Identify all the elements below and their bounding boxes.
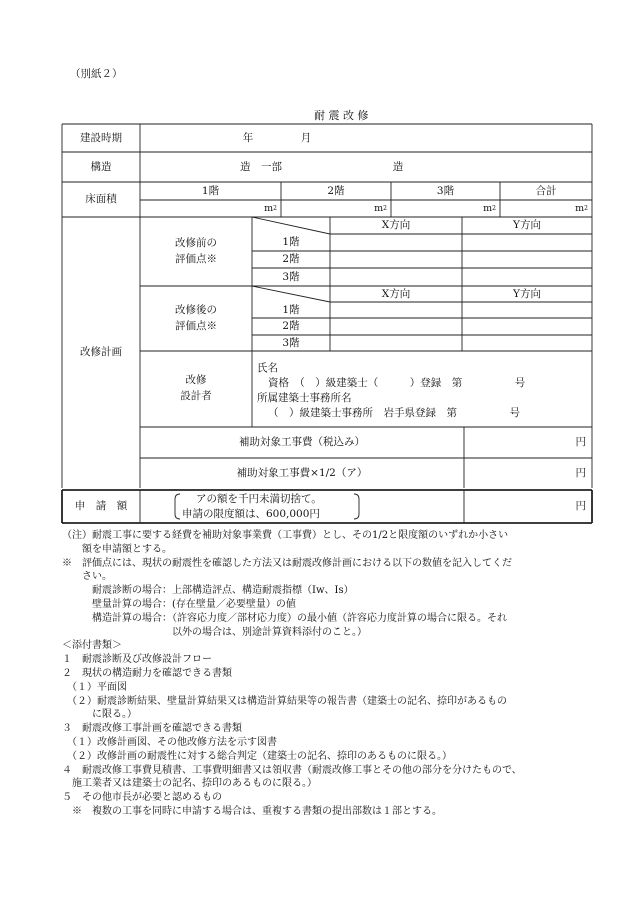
attachment-item: ４ 耐震改修工事費見積書、工事費明細書又は領収書（耐震改修工事とその他の部分を分けたもので、 — [62, 764, 522, 776]
after-eval-label — [140, 286, 252, 351]
floor-area-unit-1: m 2 — [264, 202, 277, 214]
note-line: 額を申請額とする。 — [62, 543, 172, 555]
attachment-item: １ 耐震診断及び改修設計フロー — [62, 654, 212, 666]
before-floor-2: 2階 — [282, 253, 300, 266]
floor-area-header-total: 合計 — [535, 184, 557, 197]
note-line: ※ 評価点には、現状の耐震性を確認した方法又は耐震改修計画における以下の数値を記入してくだ — [62, 557, 512, 569]
after-floor-1: 1階 — [282, 303, 300, 316]
before-x-dir: X方向 — [381, 219, 411, 232]
after-floor-2: 2階 — [282, 320, 300, 333]
note-line: 以外の場合は、別途計算資料添付のこと。） — [62, 626, 367, 638]
floor-area-label: 床面積 — [85, 193, 117, 206]
attachment-item: ２ 現状の構造耐力を確認できる書類 — [62, 667, 232, 679]
year-unit: 年 — [242, 131, 254, 144]
attachment-item: （１）平面図 — [62, 681, 127, 693]
subsidy-cost-label: 補助対象工事費（税込み） — [239, 436, 365, 449]
before-eval-label-line2: 評価点※ — [175, 252, 217, 265]
attachment-item: ３ 耐震改修工事計画を確認できる書類 — [62, 723, 242, 735]
floor-area-unit-3: m 2 — [483, 202, 496, 214]
after-eval-label-line2: 評価点※ — [175, 319, 217, 332]
before-floor-3: 3階 — [282, 270, 300, 283]
attachment-item: （２）改修計画の耐震性に対する総合判定（建築士の記名、捺印のあるものに限る。） — [62, 750, 452, 762]
before-eval-label-line1: 改修前の — [175, 236, 217, 249]
floor-area-header-3: 3階 — [436, 184, 455, 197]
floor-area-unit-2: m 2 — [374, 202, 387, 214]
note-line: 壁量計算の場合：(存在壁量／必要壁量）の値 — [62, 598, 296, 610]
attachment-item: （１）改修計画図、その他改修方法を示す図書 — [62, 736, 277, 748]
designer-label-line2: 設計者 — [180, 390, 212, 402]
structure-label: 構造 — [90, 160, 112, 173]
after-x-dir: X方向 — [381, 287, 411, 300]
after-y-dir: Y方向 — [513, 287, 541, 300]
floor-area-header-1: 1階 — [201, 184, 220, 197]
attachment-label: （別紙２） — [70, 68, 123, 80]
before-floor-1: 1階 — [282, 236, 300, 249]
structure-part-b: 造 — [392, 160, 404, 173]
attachment-item: ５ その他市長が必要と認めるもの — [62, 792, 222, 804]
attachment-item: に限る。） — [62, 709, 137, 721]
application-label: 申 請 額 — [74, 500, 128, 513]
subsidy-half-unit: 円 — [575, 466, 586, 479]
designer-label-line1: 改修 — [185, 374, 207, 387]
form-title: 耐 震 改 修 — [314, 109, 369, 122]
designer-office: 所属建築士事務所名 — [257, 392, 352, 404]
before-y-dir: Y方向 — [513, 219, 541, 232]
subsidy-cost-unit: 円 — [575, 436, 586, 449]
subsidy-half-label: 補助対象工事費×1/2（ア） — [236, 466, 368, 479]
designer-name: 氏名 — [257, 362, 278, 374]
notes-section — [62, 529, 592, 819]
application-note-line2: 申請の限度額は、600,000円 — [182, 507, 320, 520]
note-line: さい。 — [62, 571, 112, 583]
application-note — [182, 492, 354, 521]
application-note-line1: アの額を千円未満切捨て。 — [196, 493, 322, 506]
attachment-footnote: ※ 複数の工事を同時に申請する場合は、重複する書類の提出部数は１部とする。 — [62, 805, 442, 817]
designer-office-reg: （ ）級建築士事務所 岩手県登録 第 号 — [268, 407, 520, 419]
plan-label: 改修計画 — [80, 346, 122, 359]
note-line: 耐震診断の場合：上部構造評点、構造耐震指標（Iw、Is） — [62, 585, 354, 597]
attachment-item: （２）耐震診断結果、壁量計算結果又は構造計算結果等の報告書（建築士の記名、捺印があるもの — [62, 695, 507, 707]
note-line: 構造計算の場合：（許容応力度／部材応力度）の最小値（許容応力度計算の場合に限る。それ — [62, 612, 507, 624]
application-unit: 円 — [575, 500, 586, 513]
floor-area-unit-total: m 2 — [575, 202, 588, 214]
after-floor-3: 3階 — [282, 336, 300, 349]
designer-qualification: 資格 （ ）級建築士（ ）登録 第 号 — [268, 377, 526, 389]
note-line: （注）耐震工事に要する経費を補助対象事業費（工事費）とし、その1/2と限度額のいずれか小さい — [62, 530, 509, 541]
floor-area-header-2: 2階 — [327, 184, 345, 197]
structure-part-a: 造 一部 — [240, 160, 282, 173]
after-eval-label-line1: 改修後の — [175, 303, 217, 316]
attachment-item: 施工業者又は建築士の記名、捺印のあるものに限る。） — [62, 778, 317, 790]
month-unit: 月 — [300, 131, 312, 144]
construction-period-label: 建設時期 — [80, 131, 122, 144]
before-eval-label — [140, 217, 252, 286]
attachments-heading: ＜添付書類＞ — [62, 640, 122, 652]
designer-label — [140, 351, 252, 427]
